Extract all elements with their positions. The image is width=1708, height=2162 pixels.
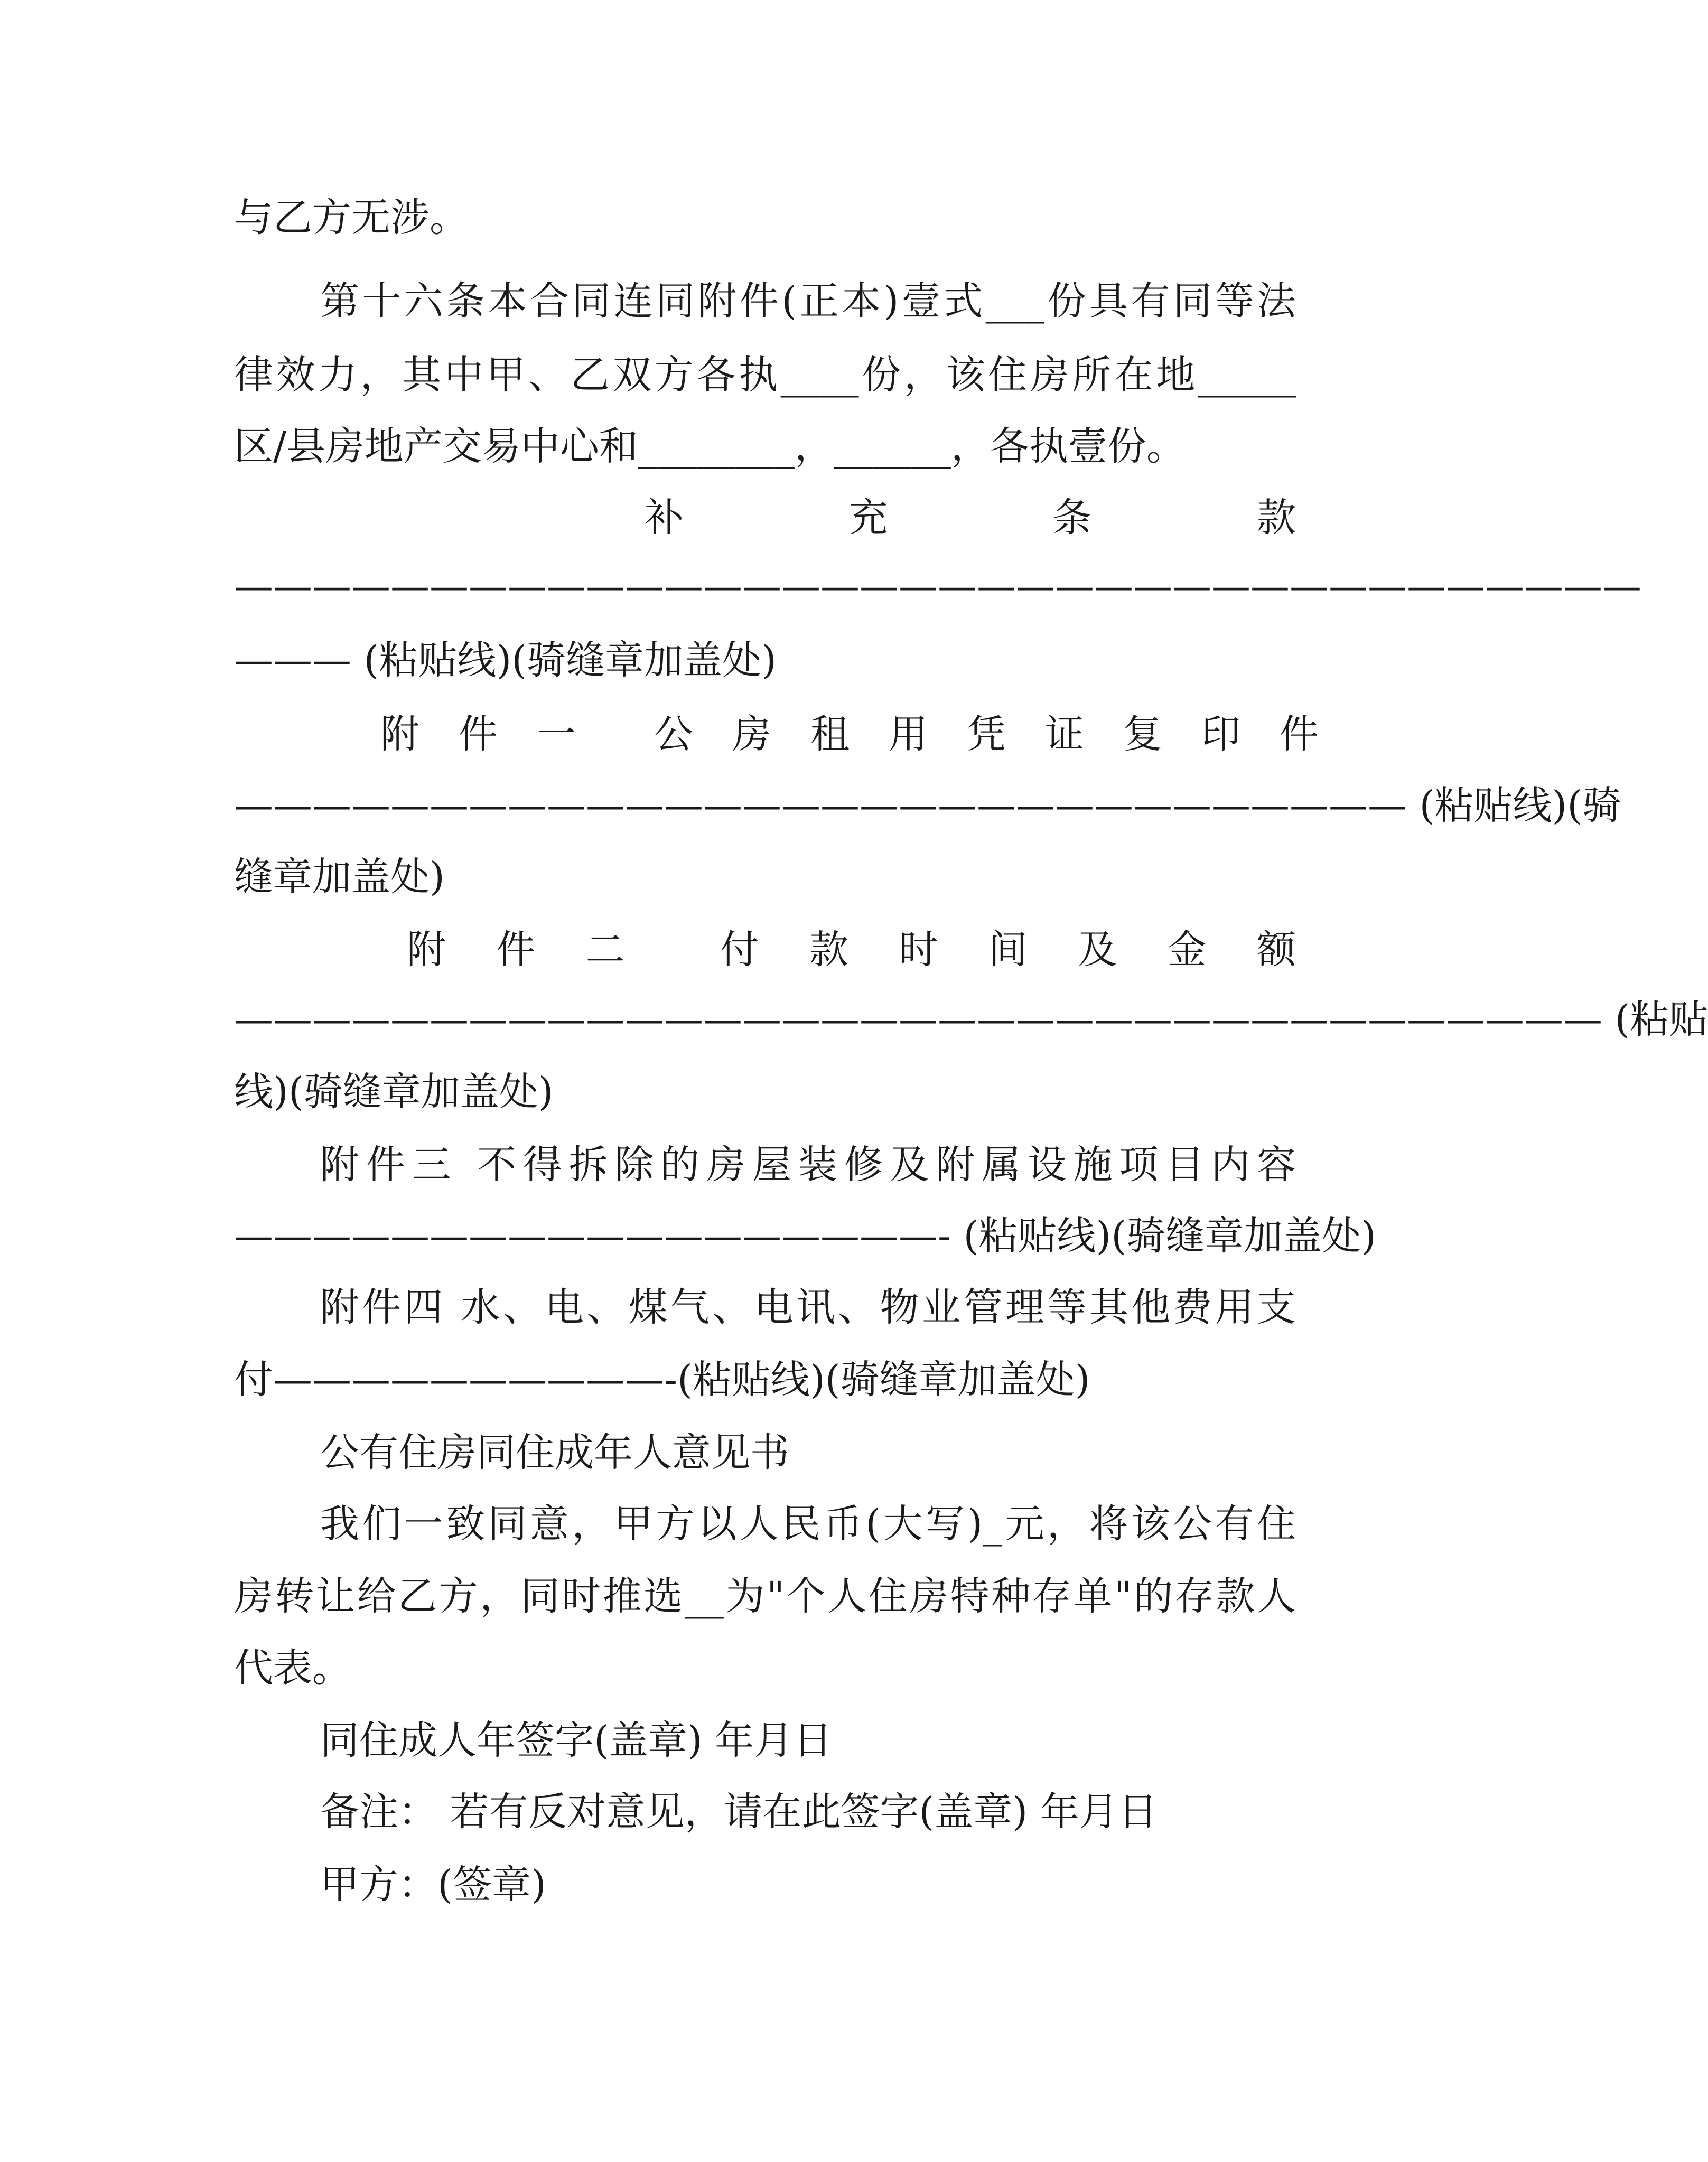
- supplementary-clause-heading: 补 充 条 款: [645, 495, 1296, 540]
- paste-line-1: ——— (粘贴线)(骑缝章加盖处): [234, 638, 777, 683]
- party-a-signature-line: 甲方：(签章): [320, 1862, 546, 1907]
- attachment-4-paste-line: 付——————————-(粘贴线)(骑缝章加盖处): [234, 1357, 1090, 1402]
- remark-line: 备注： 若有反对意见，请在此签字(盖章) 年月日: [320, 1789, 1158, 1835]
- attachment-2-heading: 附 件 二 付 款 时 间 及 金 额: [407, 927, 1296, 972]
- attachment-1-paste-line: —————————————————————————————— (粘贴线)(骑: [234, 783, 1622, 828]
- attachment-1-seal-note: 缝章加盖处): [234, 854, 445, 900]
- attachment-2-seal-note: 线)(骑缝章加盖处): [234, 1069, 554, 1115]
- divider-line: ————————————————————————————————————: [234, 564, 1641, 609]
- cohabitant-signature-line: 同住成人年签字(盖章) 年月日: [320, 1718, 833, 1763]
- attachment-3-paste-line: ——————————————————- (粘贴线)(骑缝章加盖处): [234, 1213, 1377, 1259]
- opinion-text-2: 房转让给乙方，同时推选__为"个人住房特种存单"的存款人: [234, 1574, 1296, 1619]
- text-line-2: 第十六条本合同连同附件(正本)壹式___份具有同等法: [320, 278, 1296, 324]
- attachment-4-heading: 附件四 水、电、煤气、电讯、物业管理等其他费用支: [320, 1285, 1296, 1330]
- opinion-text-1: 我们一致同意，甲方以人民币(大写)_元，将该公有住: [320, 1501, 1296, 1547]
- opinion-title: 公有住房同住成年人意见书: [320, 1430, 789, 1475]
- text-line-4: 区/县房地产交易中心和________，______，各执壹份。: [234, 424, 1186, 469]
- text-line-1: 与乙方无涉。: [234, 195, 469, 240]
- opinion-text-3: 代表。: [234, 1645, 351, 1691]
- attachment-2-paste-line: ——————————————————————————————————— (粘贴: [234, 997, 1708, 1042]
- attachment-1-heading: 附 件 一 公 房 租 用 凭 证 复 印 件: [380, 712, 1319, 757]
- attachment-3-heading: 附件三 不得拆除的房屋装修及附属设施项目内容: [320, 1142, 1296, 1187]
- text-line-3: 律效力，其中甲、乙双方各执____份，该住房所在地_____: [234, 352, 1296, 398]
